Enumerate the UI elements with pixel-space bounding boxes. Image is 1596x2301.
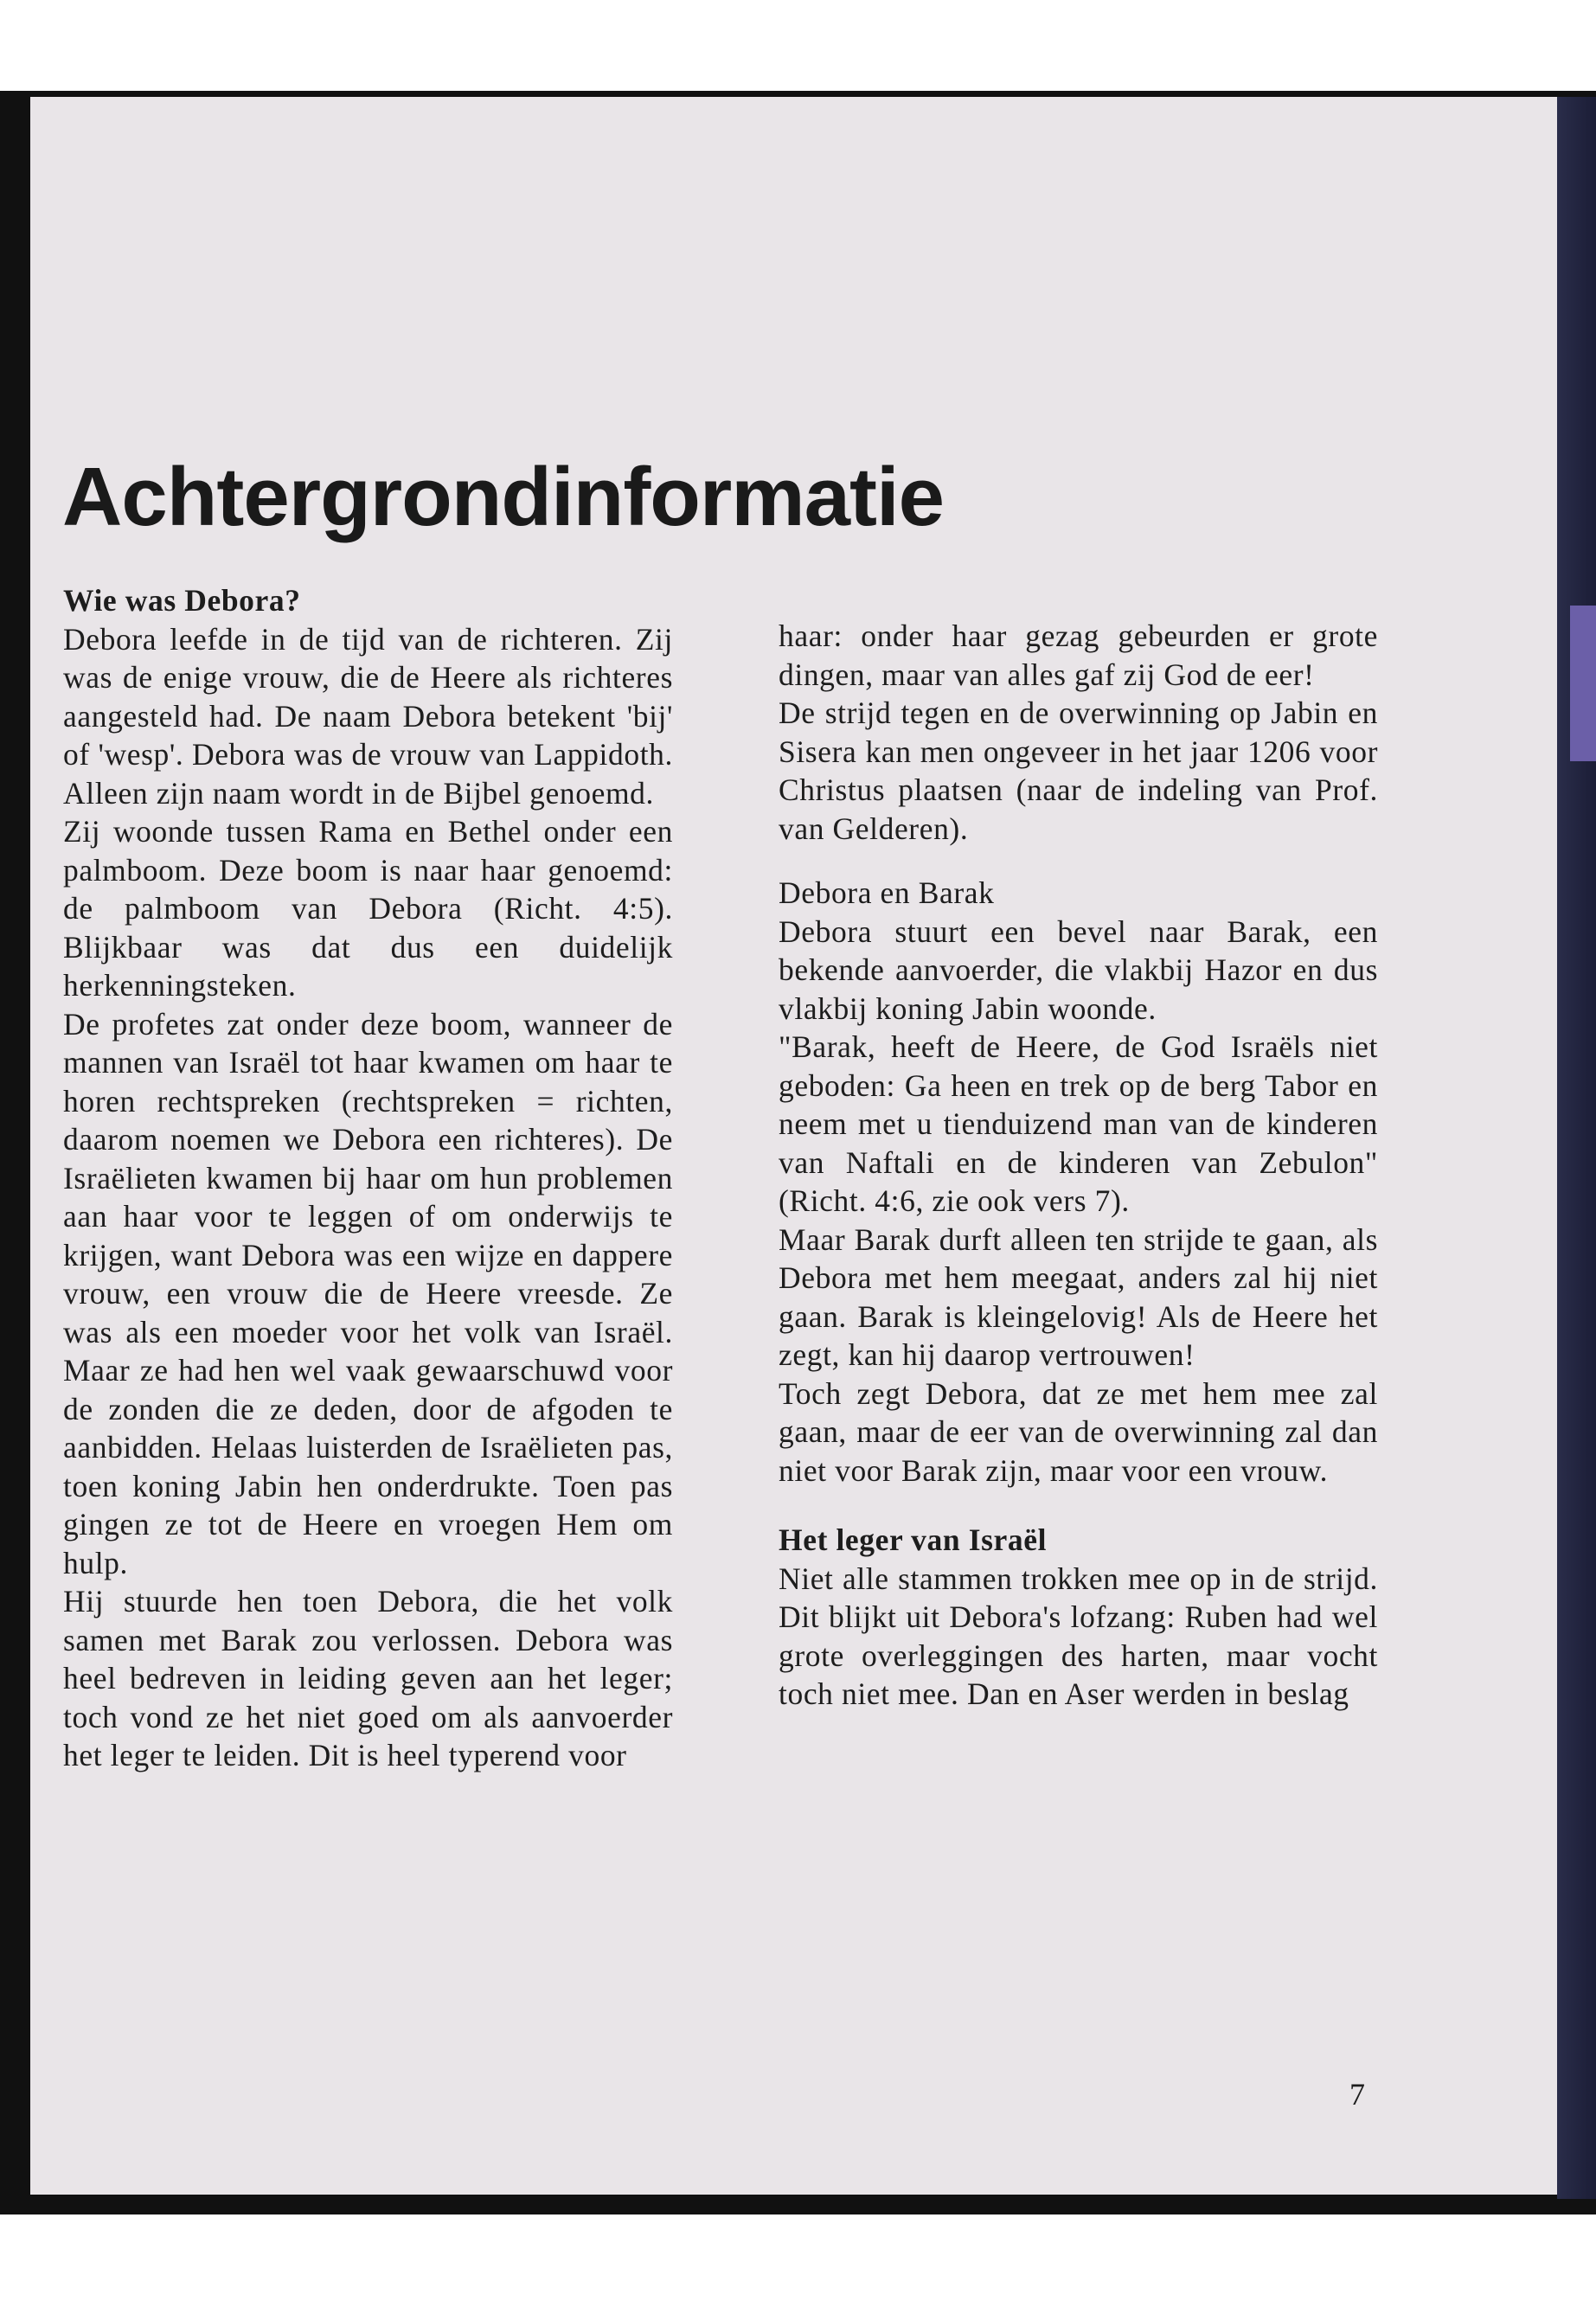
body-paragraph: Hij stuurde hen toen Debora, die het volk samen met Barak zou verlossen. Debora was heel bedreven in leiding geven aan het leger; toch vond ze het niet goed om als aanvoerder het leger te leiden. Dit is heel typerend voor	[63, 1584, 673, 1772]
body-paragraph: Zij woonde tussen Rama en Bethel onder een palmboom. Deze boom is naar haar genoemd: de palmboom van Debora (Richt. 4:5). Blijkbaar was dat dus een duidelijk herkenningsteken.	[63, 814, 673, 1003]
body-paragraph: De profetes zat onder deze boom, wanneer de mannen van Israël tot haar kwamen om haar te horen rechtspreken (rechtspreken = richten, daarom noemen we Debora een richteres). De Israëlieten kwamen bij haar om hun problemen aan haar voor te leggen of om onderwijs te krijgen, want Debora was een wijze en dappere vrouw, een vrouw die de Heere vreesde. Ze was als een moeder voor het volk van Israël. Maar ze had hen wel vaak gewaarschuwd voor de zonden die ze deden, door de afgoden te aanbidden. Helaas luisterden de Israëlieten pas, toen koning Jabin hen onderdrukte. Toen pas gingen ze tot de Heere en vroegen Hem om hulp.	[63, 1006, 673, 1580]
left-column	[63, 581, 673, 1775]
section-heading-wie-was-debora: Wie was Debora?	[63, 583, 301, 618]
body-paragraph: haar: onder haar gezag gebeurden er grote dingen, maar van alles gaf zij God de eer!	[779, 619, 1378, 692]
body-paragraph: Maar Barak durft alleen ten strijde te gaan, als Debora met hem meegaat, anders zal hij niet gaan. Barak is kleingelovig! Als de Heere het zegt, kan hij daarop vertrouwen!	[779, 1221, 1378, 1372]
page-title: Achtergrondinformatie	[62, 451, 945, 543]
body-paragraph: Debora leefde in de tijd van de richteren. Zij was de enige vrouw, die de Heere als richteres aangesteld had. De naam Debora betekent 'bij' of 'wesp'. Debora was de vrouw van Lappidoth. Alleen zijn naam wordt in de Bijbel genoemd.	[63, 621, 673, 811]
section-heading-debora-en-barak: Debora en Barak	[779, 875, 995, 910]
body-paragraph: De strijd tegen en de overwinning op Jabin en Sisera kan men ongeveer in het jaar 1206 voor Christus plaatsen (naar de indeling van Prof. van Gelderen).	[779, 695, 1378, 846]
book-spine	[1557, 97, 1596, 2199]
section-spacer	[779, 1490, 1378, 1521]
page-number: 7	[1349, 2077, 1365, 2112]
body-paragraph: Debora stuurt een bevel naar Barak, een bekende aanvoerder, die vlakbij Hazor en dus vlakbij koning Jabin woonde.	[779, 913, 1378, 1026]
right-column	[779, 617, 1378, 1714]
spine-accent	[1570, 606, 1596, 761]
body-paragraph: Toch zegt Debora, dat ze met hem mee zal gaan, maar de eer van de overwinning zal dan niet voor Barak zijn, maar voor een vrouw.	[779, 1375, 1378, 1488]
body-paragraph: Niet alle stammen trokken mee op in de strijd. Dit blijkt uit Debora's lofzang: Ruben had wel grote overleggingen des harten, maar vocht toch niet mee. Dan en Aser werden in beslag	[779, 1561, 1378, 1711]
body-paragraph: "Barak, heeft de Heere, de God Israëls niet geboden: Ga heen en trek op de berg Tabor en neem met u tienduizend man van de kinderen van Naftali en de kinderen van Zebulon" (Richt. 4:6, zie ook vers 7).	[779, 1029, 1378, 1218]
section-heading-het-leger: Het leger van Israël	[779, 1522, 1048, 1557]
section-spacer	[779, 848, 1378, 874]
